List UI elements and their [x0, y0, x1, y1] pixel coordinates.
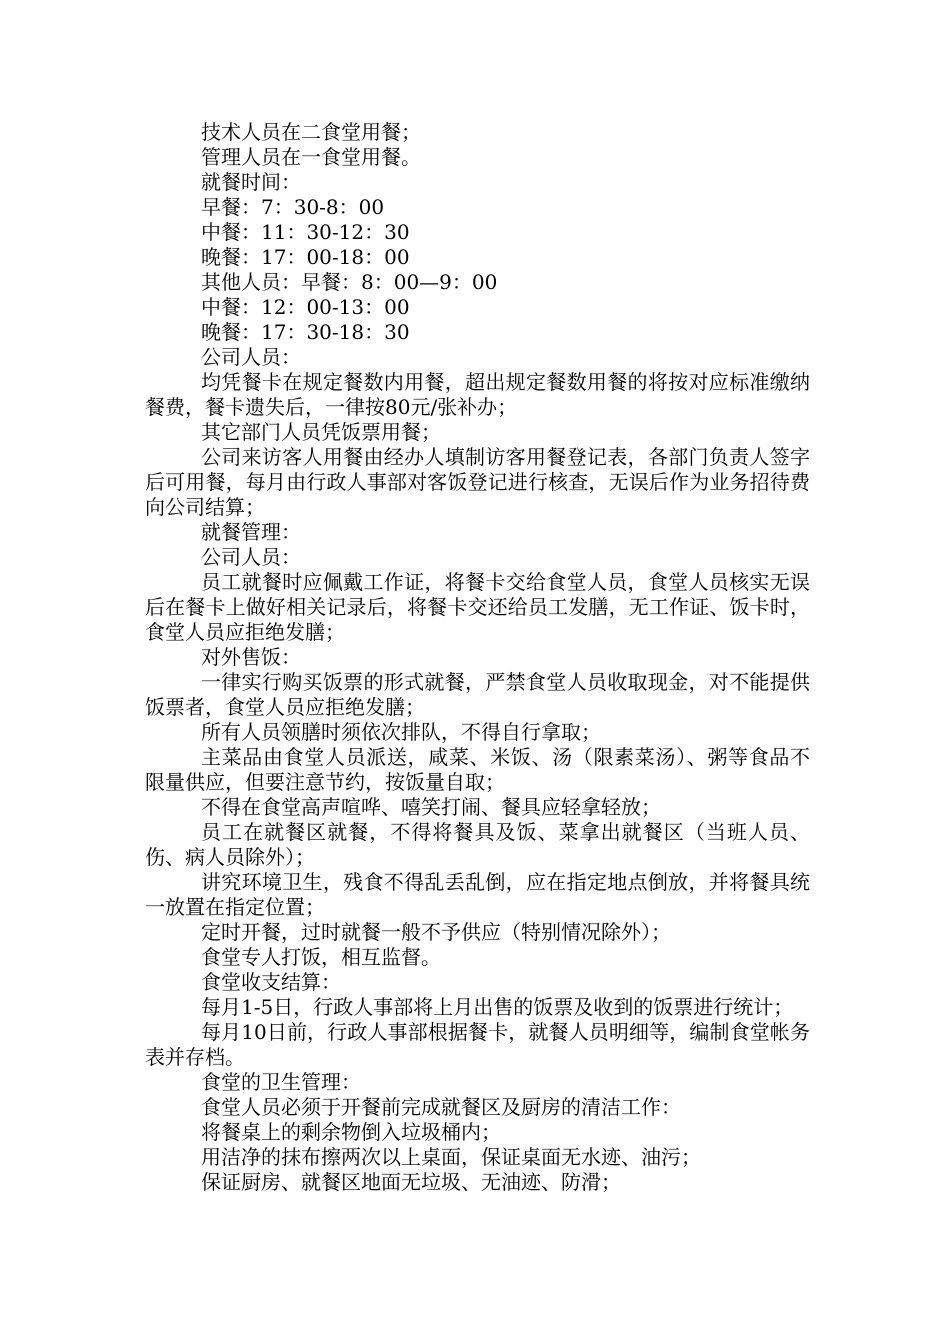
paragraph: 技术人员在二食堂用餐； — [201, 120, 421, 144]
paragraph: 其它部门人员凭饭票用餐； — [201, 420, 441, 444]
paragraph: 就餐时间： — [201, 170, 301, 194]
paragraph: 晚餐：17：00-18：00 — [201, 245, 410, 269]
paragraph: 公司来访客人用餐由经办人填制访客用餐登记表，各部门负责人签字后可用餐，每月由行政人事部对客饭登记进行核查，无误后作为业务招待费向公司结算； — [145, 445, 810, 519]
paragraph: 公司人员： — [201, 345, 301, 369]
document-body — [145, 120, 810, 1195]
paragraph: 对外售饭： — [201, 645, 301, 669]
paragraph: 中餐：11：30-12：30 — [201, 220, 410, 244]
paragraph: 主菜品由食堂人员派送，咸菜、米饭、汤（限素菜汤）、粥等食品不限量供应，但要注意节约，按饭量自取； — [145, 745, 810, 794]
paragraph: 所有人员领膳时须依次排队，不得自行拿取； — [201, 720, 601, 744]
paragraph: 公司人员： — [201, 545, 301, 569]
paragraph: 中餐：12：00-13：00 — [201, 295, 410, 319]
paragraph: 均凭餐卡在规定餐数内用餐，超出规定餐数用餐的将按对应标准缴纳餐费，餐卡遗失后，一律按80元/张补办； — [145, 370, 810, 419]
paragraph: 晚餐：17：30-18：30 — [201, 320, 410, 344]
paragraph: 其他人员：早餐：8：00—9：00 — [201, 270, 498, 294]
paragraph: 食堂人员必须于开餐前完成就餐区及厨房的清洁工作： — [201, 1095, 681, 1119]
paragraph: 员工就餐时应佩戴工作证，将餐卡交给食堂人员，食堂人员核实无误后在餐卡上做好相关记录后，将餐卡交还给员工发膳，无工作证、饭卡时，食堂人员应拒绝发膳； — [145, 570, 810, 644]
paragraph: 员工在就餐区就餐，不得将餐具及饭、菜拿出就餐区（当班人员、伤、病人员除外）； — [145, 820, 810, 869]
paragraph: 将餐桌上的剩余物倒入垃圾桶内； — [201, 1120, 501, 1144]
paragraph: 一律实行购买饭票的形式就餐，严禁食堂人员收取现金，对不能提供饭票者，食堂人员应拒绝发膳； — [145, 670, 810, 719]
paragraph: 定时开餐，过时就餐一般不予供应（特别情况除外）； — [201, 920, 671, 944]
paragraph: 每月1-5日，行政人事部将上月出售的饭票及收到的饭票进行统计； — [201, 995, 794, 1019]
paragraph: 食堂收支结算： — [201, 970, 341, 994]
paragraph: 早餐：7：30-8：00 — [201, 195, 385, 219]
paragraph: 不得在食堂高声喧哗、嘻笑打闹、餐具应轻拿轻放； — [201, 795, 661, 819]
paragraph: 食堂的卫生管理： — [201, 1070, 361, 1094]
paragraph: 用洁净的抹布擦两次以上桌面，保证桌面无水迹、油污； — [201, 1145, 701, 1169]
paragraph: 管理人员在一食堂用餐。 — [201, 145, 421, 169]
paragraph: 就餐管理： — [201, 520, 301, 544]
paragraph: 保证厨房、就餐区地面无垃圾、无油迹、防滑； — [201, 1170, 621, 1194]
paragraph: 食堂专人打饭，相互监督。 — [201, 945, 441, 969]
paragraph: 讲究环境卫生，残食不得乱丢乱倒，应在指定地点倒放，并将餐具统一放置在指定位置； — [145, 870, 810, 919]
paragraph: 每月10日前，行政人事部根据餐卡，就餐人员明细等，编制食堂帐务表并存档。 — [145, 1020, 810, 1069]
